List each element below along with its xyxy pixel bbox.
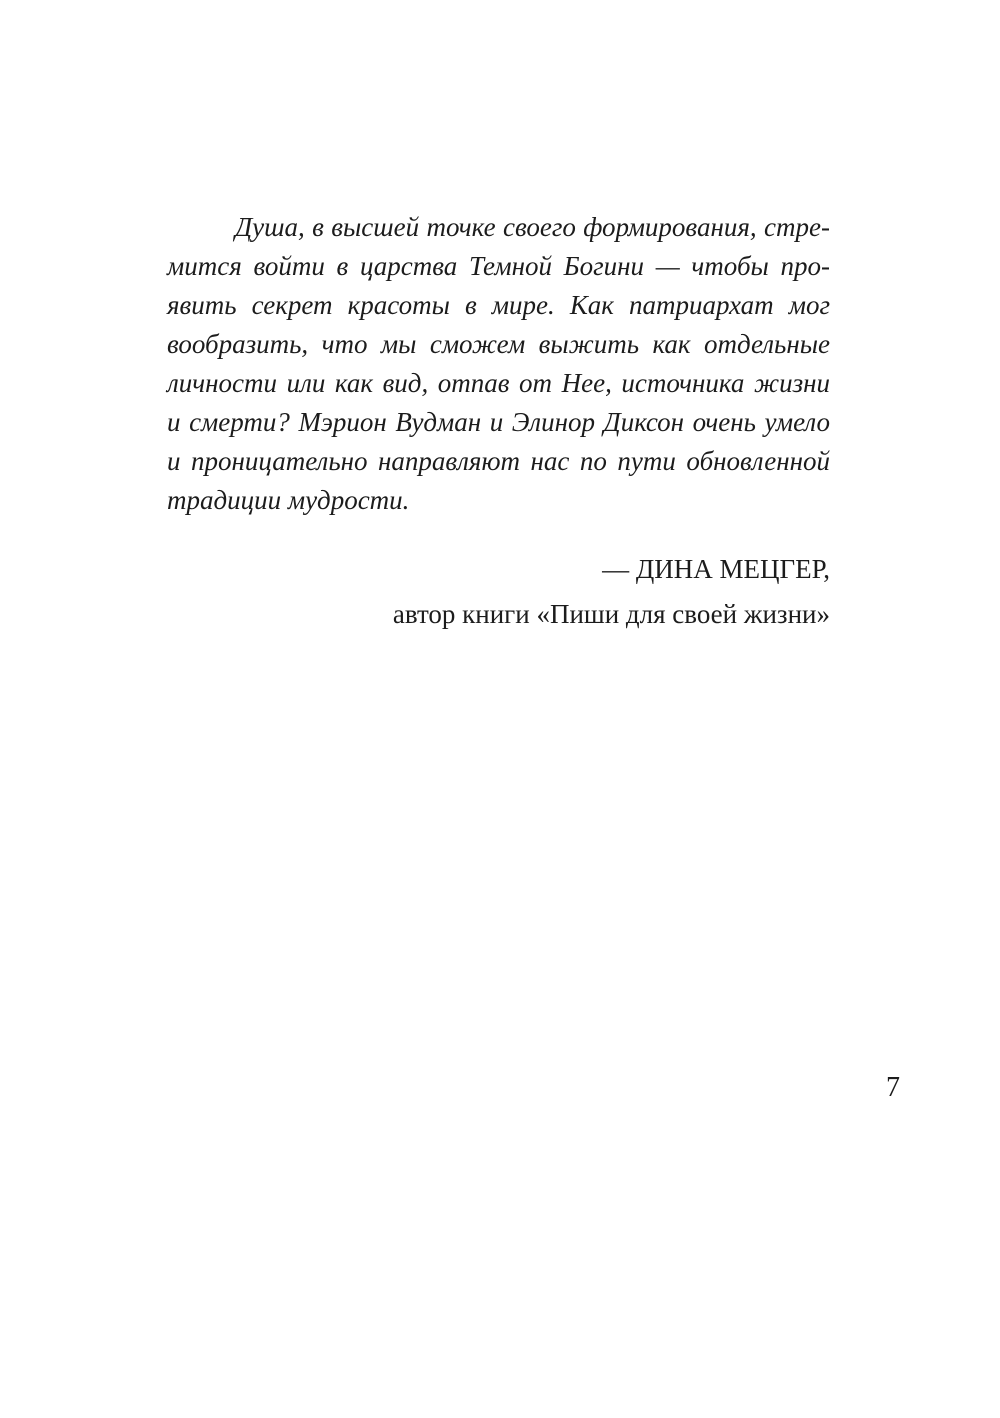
epigraph-quote: [167, 208, 830, 520]
quote-line-1: Душа, в высшей точке своего формирования, стре-: [235, 212, 830, 242]
quote-line-5: личности или как вид, отпав от Нее, источника жизни: [167, 368, 830, 398]
quote-line-8: традиции мудрости.: [167, 485, 410, 515]
quote-line-6: и смерти? Мэрион Вудман и Элинор Диксон очень умело: [167, 407, 830, 437]
page-number: 7: [886, 1072, 900, 1103]
attribution-author: — ДИНА МЕЦГЕР,: [602, 554, 830, 584]
quote-line-2: мится войти в царства Темной Богини — чтобы про-: [167, 251, 830, 281]
quote-line-4: вообразить, что мы сможем выжить как отдельные: [167, 329, 830, 359]
quote-line-7: и проницательно направляют нас по пути обновленной: [167, 446, 830, 476]
attribution-book: автор книги «Пиши для своей жизни»: [392, 599, 830, 629]
quote-line-3: явить секрет красоты в мире. Как патриархат мог: [167, 290, 830, 320]
